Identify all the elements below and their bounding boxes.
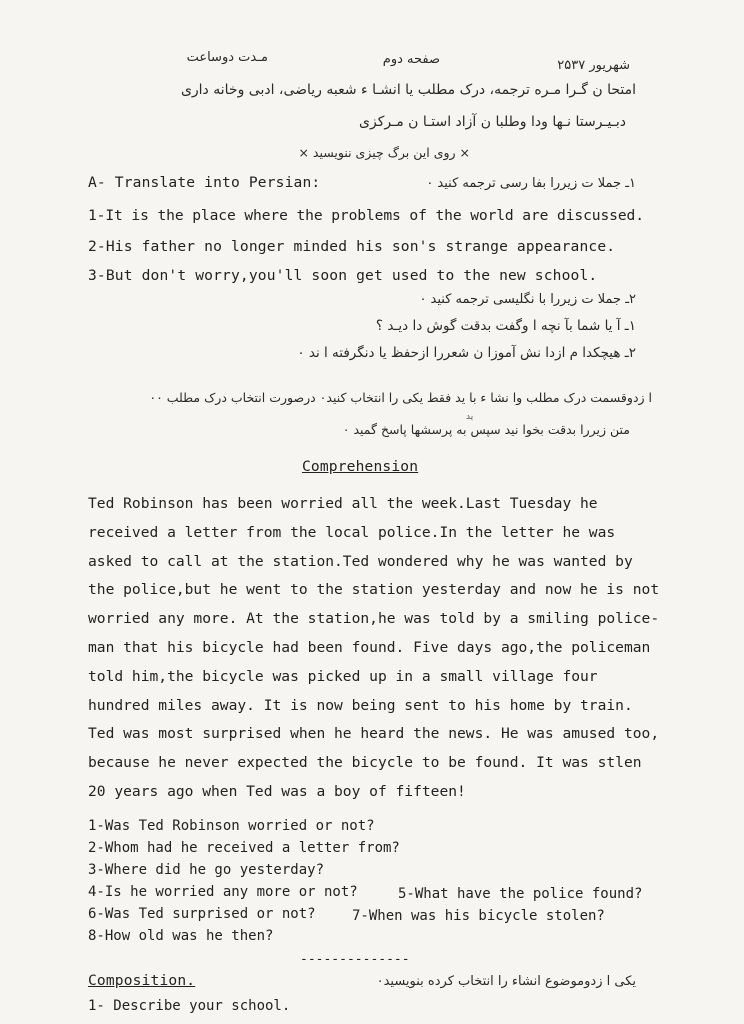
persian-sentence: ۲ـ هیچکدا م ازدا نش آموزا ن شعررا ازحفظ یا دنگرفته ا ند ٠ bbox=[297, 345, 636, 361]
passage-line: asked to call at the station.Ted wondered why he was wanted by bbox=[88, 552, 633, 570]
passage-line: received a letter from the local police.In the letter he was bbox=[88, 523, 616, 541]
handwritten-correction: ید bbox=[466, 412, 474, 422]
exam-schools: دبـیـرستا نـها ودا وطلبا ن آزاد استـا ن مـرکزی bbox=[359, 114, 626, 130]
composition-instruction: یکی ا زدوموضوع انشاء را انتخاب کرده بنویسید٠ bbox=[376, 974, 636, 989]
translate-sentence: 1-It is the place where the problems of the world are discussed. bbox=[88, 207, 644, 224]
question: 5-What have the police found? bbox=[398, 886, 643, 902]
passage-line: Ted was most surprised when he heard the news. He was amused too, bbox=[88, 725, 660, 743]
question: 6-Was Ted surprised or not? bbox=[88, 906, 316, 922]
question: 2-Whom had he received a letter from? bbox=[88, 840, 400, 856]
passage-line: worried any more. At the station,he was told by a smiling police- bbox=[88, 610, 660, 628]
read-instruction: متن زیررا بدقت بخوا نید سپس به پرسشها پاسخ گمید ٠ bbox=[342, 422, 630, 437]
passage-line: the police,but he went to the station yesterday and now he is not bbox=[88, 581, 660, 599]
exam-title: امتحا ن گـرا مـره ترجمه، درک مطلب یا انشـا ء شعبه ریاضی، ادبی وخانه داری bbox=[180, 82, 636, 98]
translate-sentence: 3-But don't worry,you'll soon get used to the new school. bbox=[88, 267, 598, 284]
comprehension-passage bbox=[88, 490, 688, 807]
persian-sentence: ۱ـ آ یا شما بآ نچه ا وگفت بدقت گوش دا دیـد ؟ bbox=[375, 318, 636, 334]
translate-sentence: 2-His father no longer minded his son's strange appearance. bbox=[88, 238, 616, 255]
question: 4-Is he worried any more or not? bbox=[88, 884, 358, 900]
section-b-heading: ۲ـ جملا ت زیررا با نگلیسی ترجمه کنید ٠ bbox=[419, 292, 636, 307]
section-a-heading: A- Translate into Persian: bbox=[88, 174, 321, 191]
passage-line: man that his bicycle had been found. Five days ago,the policeman bbox=[88, 638, 651, 656]
question: 3-Where did he go yesterday? bbox=[88, 862, 325, 878]
passage-line: because he never expected the bicycle to be found. It was stlen bbox=[88, 754, 642, 772]
page-number: صفحه دوم bbox=[382, 52, 440, 67]
exam-notice: × روی این برگ چیزی ننویسید × bbox=[298, 145, 470, 160]
composition-topic: 1- Describe your school. bbox=[88, 998, 291, 1014]
section-a-heading-fa: ۱ـ جملا ت زیررا بفا رسی ترجمه کنید ٠ bbox=[426, 176, 636, 191]
exam-duration: مـدت دوساعت bbox=[186, 50, 268, 65]
exam-date: شهریور ۲۵۳۷ bbox=[557, 58, 630, 73]
question: 7-When was his bicycle stolen? bbox=[352, 908, 605, 924]
composition-title: Composition. bbox=[88, 972, 196, 989]
passage-line: hundred miles away. It is now being sent to his home by train. bbox=[88, 696, 633, 714]
question: 1-Was Ted Robinson worried or not? bbox=[88, 818, 375, 834]
section-separator: -------------- bbox=[300, 952, 410, 967]
passage-line: Ted Robinson has been worried all the week.Last Tuesday he bbox=[88, 495, 598, 512]
passage-line: 20 years ago when Ted was a boy of fifteen! bbox=[88, 782, 466, 800]
choice-instruction: ا زدوقسمت درک مطلب وا نشا ء با ید فقط یکی را انتخاب کنید٠ درصورت انتخاب درک مطلب ٠٠ bbox=[149, 390, 652, 405]
question: 8-How old was he then? bbox=[88, 928, 274, 944]
comprehension-title: Comprehension bbox=[302, 458, 419, 475]
passage-line: told him,the bicycle was picked up in a small village four bbox=[88, 667, 598, 685]
